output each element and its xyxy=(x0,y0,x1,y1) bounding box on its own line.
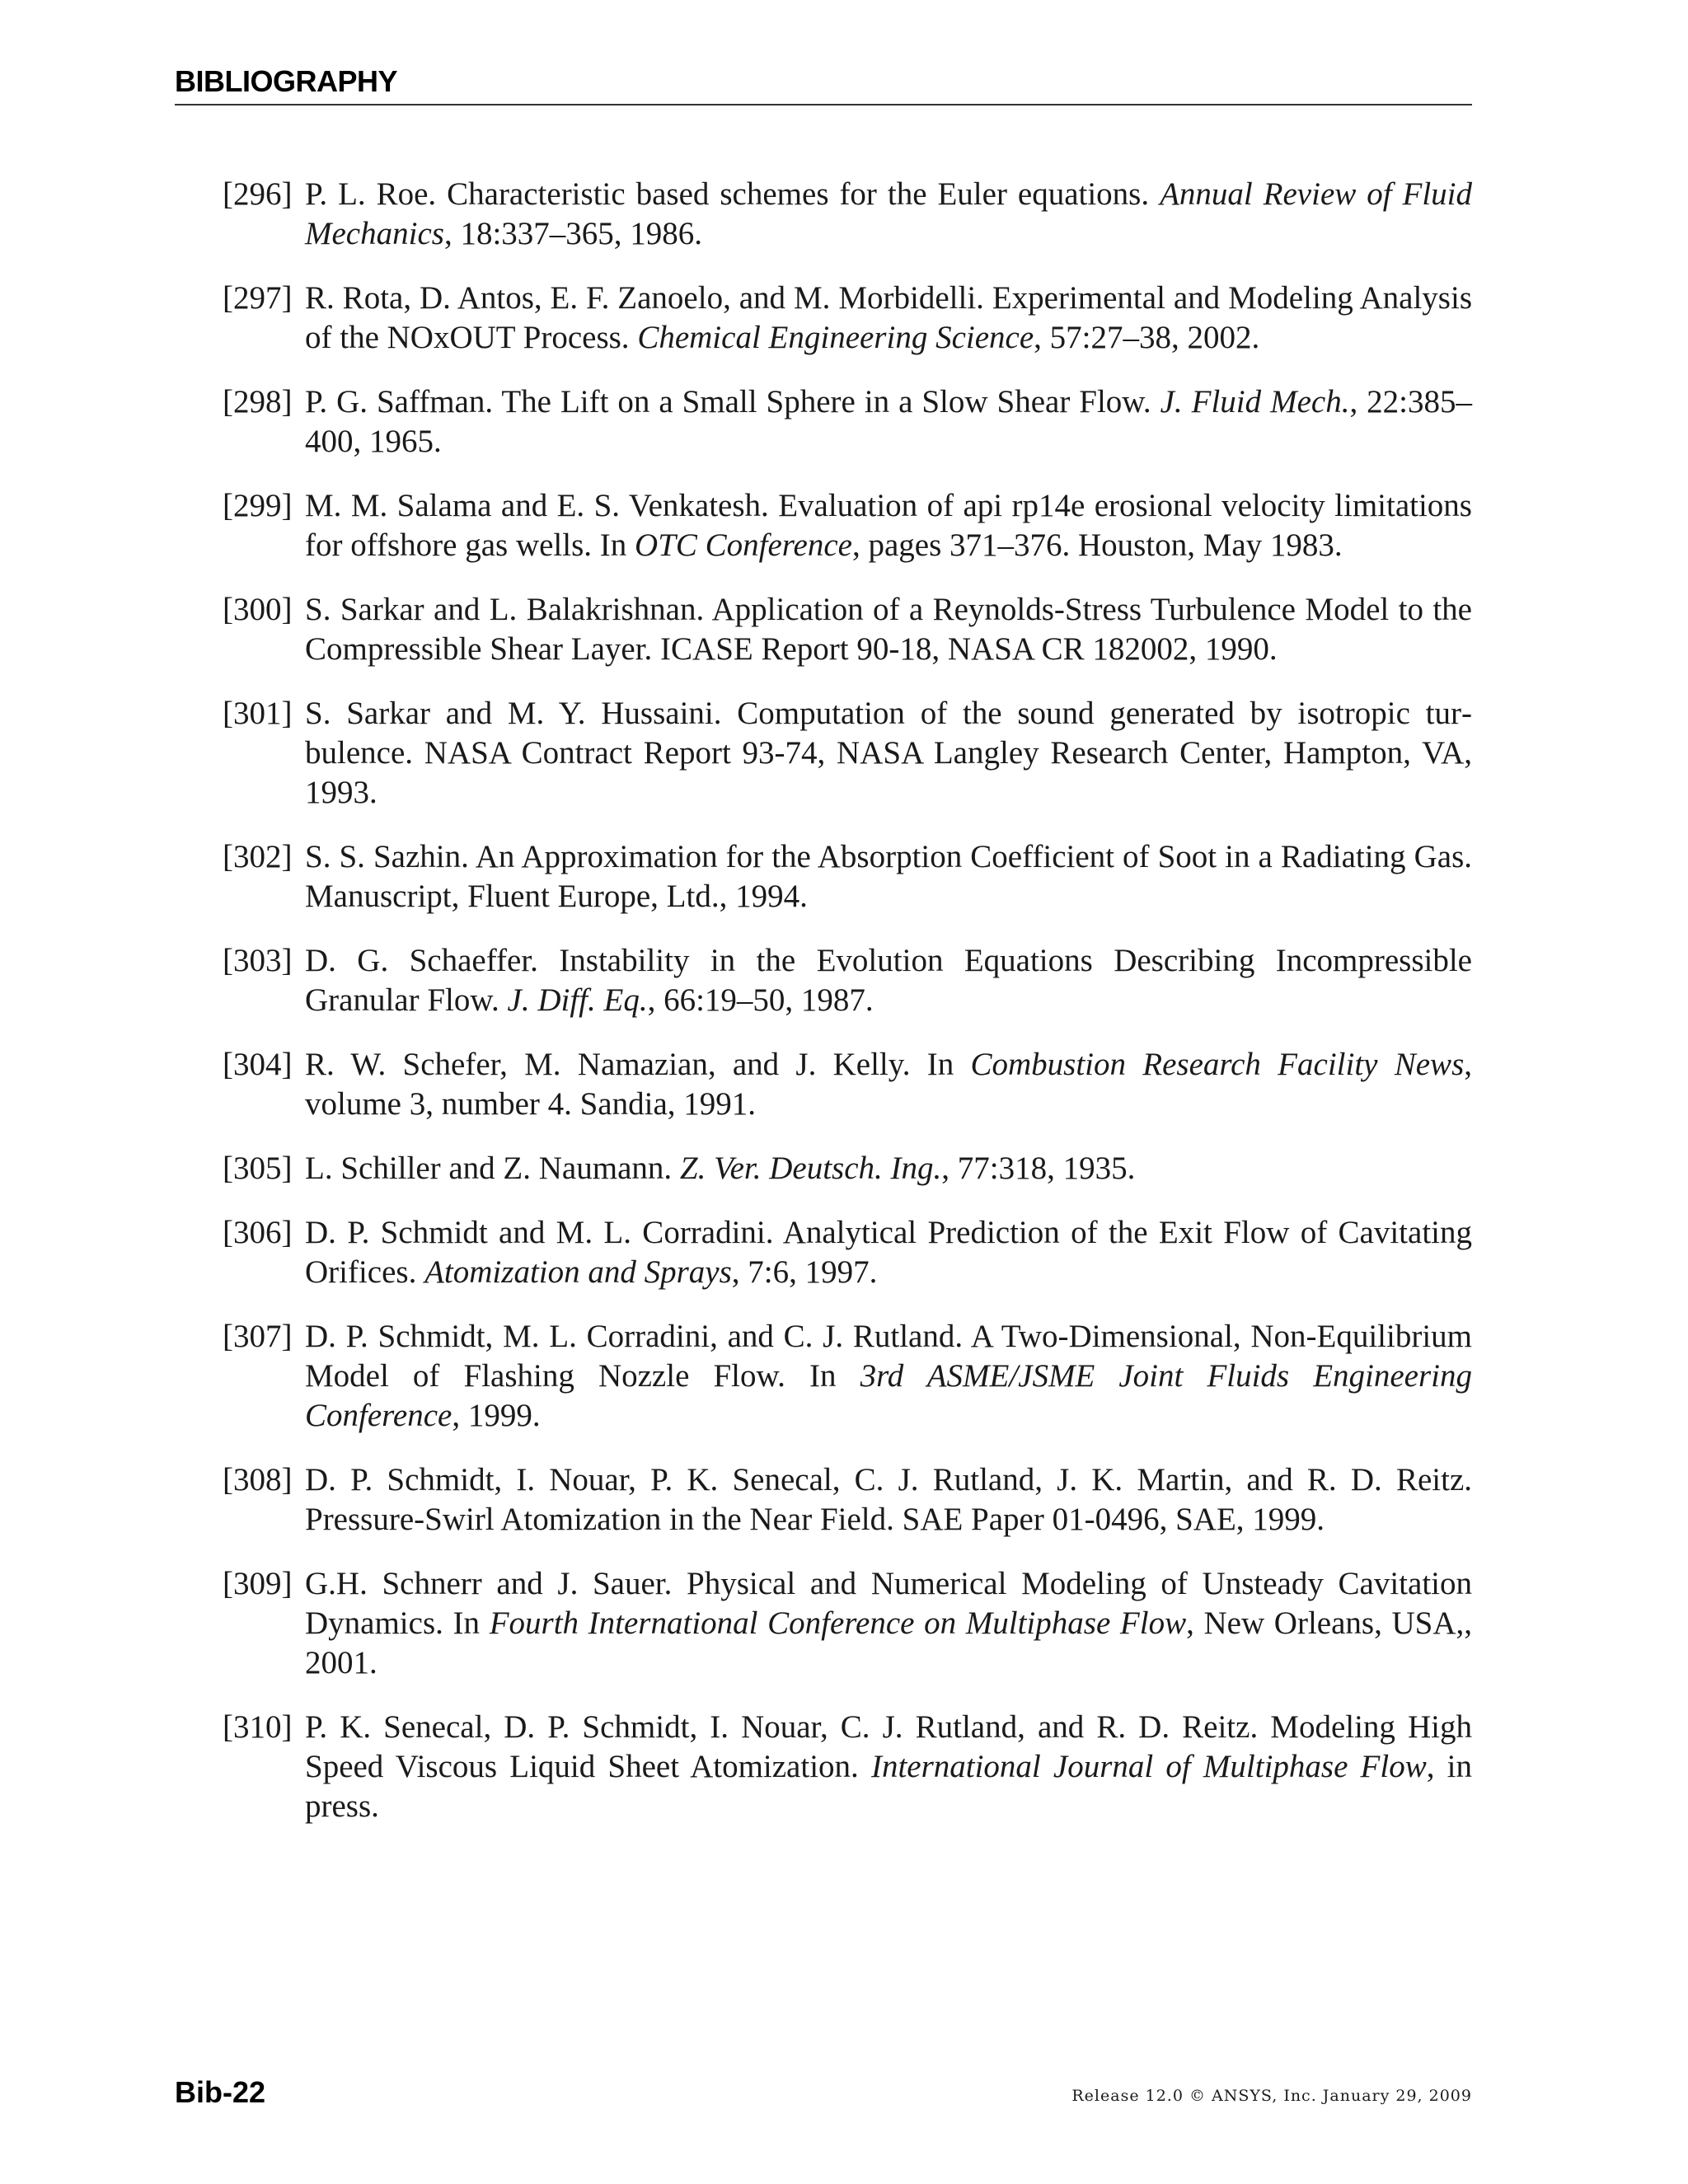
bib-entry-segment: , 57:27–38, 2002. xyxy=(1034,320,1260,355)
bib-entry-label: [302] xyxy=(223,839,293,874)
bib-entry-text xyxy=(305,839,1472,914)
bib-entry-segment: , 77:318, 1935. xyxy=(941,1151,1136,1186)
bib-entry xyxy=(223,1708,1472,1826)
bib-entry xyxy=(223,1045,1472,1124)
bib-entry-label: [296] xyxy=(223,176,293,212)
bib-entry-label: [306] xyxy=(223,1215,293,1250)
bib-entry xyxy=(223,175,1472,254)
bib-entry-source: Annual Review of Fluid Mechanics xyxy=(305,176,1473,251)
bib-entry xyxy=(223,1317,1472,1436)
bib-entry-label: [309] xyxy=(223,1566,293,1601)
bib-entry-label: [300] xyxy=(223,592,293,627)
bib-entry-source: Combustion Research Facility News xyxy=(970,1047,1465,1082)
bib-entry-source: Atomization and Sprays xyxy=(424,1254,732,1290)
bib-entry-segment: P. K. Senecal, D. P. Schmidt, I. Nouar, C. J. Rutland, and R. D. Reitz. Modeling High Speed Viscous Liquid Sheet Atomization. xyxy=(305,1709,1472,1784)
bib-entry-label: [304] xyxy=(223,1047,293,1082)
bib-entry-text xyxy=(305,1047,1472,1122)
bib-entry-text xyxy=(305,280,1472,355)
bib-entry-text xyxy=(305,1215,1472,1290)
bib-entry-segment: G.H. Schnerr and J. Sauer. Physical and Numerical Modeling of Unsteady Cavitation Dynamics. In xyxy=(305,1566,1472,1641)
bib-entry xyxy=(223,837,1472,916)
bib-entry-segment: , pages 371–376. Houston, May 1983. xyxy=(851,527,1343,563)
bib-entry-segment: S. S. Sazhin. An Approximation for the Absorption Coefficient of Soot in a Radiating Gas. Manuscript, Fluent Europe, Ltd., 1994. xyxy=(305,839,1472,914)
bib-entry-segment: M. M. Salama and E. S. Venkatesh. Evaluation of api rp14e erosional velocity limitations for offshore gas wells. In xyxy=(305,488,1472,563)
bib-entry-source: Fourth International Conference on Multiphase Flow xyxy=(489,1605,1187,1641)
bib-entry-segment: , in press. xyxy=(305,1749,1472,1824)
bib-entry-segment: , 1999. xyxy=(452,1398,541,1433)
bib-entry-text xyxy=(305,592,1472,667)
bib-entry-label: [297] xyxy=(223,280,293,316)
bib-entry-source: J. Diff. Eq. xyxy=(507,982,648,1018)
bib-entry-label: [301] xyxy=(223,696,293,731)
bib-entry-label: [305] xyxy=(223,1151,293,1186)
bib-entry-segment: , volume 3, number 4. Sandia, 1991. xyxy=(305,1047,1472,1122)
bib-entry-text xyxy=(305,1151,1135,1186)
release-info: Release 12.0 © ANSYS, Inc. January 29, 2009 xyxy=(1071,2087,1472,2105)
page-title: BIBLIOGRAPHY xyxy=(175,64,398,98)
bib-entry xyxy=(223,1564,1472,1683)
bib-entry xyxy=(223,1213,1472,1292)
bib-entry-source: International Journal of Multiphase Flow xyxy=(870,1749,1427,1784)
bib-entry xyxy=(223,590,1472,669)
bib-entry-text xyxy=(305,176,1472,251)
bib-entry-segment: S. Sarkar and M. Y. Hussaini. Computation of the sound generated by isotropic turbulence. NASA Contract Report 93-74, NASA Langley Research Center, Hampton, VA, 1993. xyxy=(305,696,1472,810)
page-number: Bib-22 xyxy=(175,2075,266,2109)
bib-entry xyxy=(223,382,1472,462)
bib-entry-segment: D. P. Schmidt, I. Nouar, P. K. Senecal, C. J. Rutland, J. K. Martin, and R. D. Reitz. Pressure-Swirl Atomization in the Near Field. SAE Paper 01-0496, SAE, 1999. xyxy=(305,1462,1472,1537)
bib-entry-text xyxy=(305,943,1472,1018)
bib-entry-segment: D. G. Schaeffer. Instability in the Evolution Equations Describing Incompressible Granular Flow. xyxy=(305,943,1472,1018)
bib-entry-segment: , 7:6, 1997. xyxy=(731,1254,878,1290)
bib-entry-source: OTC Conference xyxy=(635,527,852,563)
bib-entry-segment: , 18:337–365, 1986. xyxy=(443,216,703,251)
bib-entry-segment: R. Rota, D. Antos, E. F. Zanoelo, and M. Morbidelli. Experimental and Modeling Analysis of the NOxOUT Process. xyxy=(305,280,1472,355)
bib-entry-source: Chemical Engineering Science xyxy=(637,320,1034,355)
page-header xyxy=(175,63,1472,105)
bib-entry-segment: , New Orleans, USA,, 2001. xyxy=(305,1605,1473,1680)
bib-entry-segment: D. P. Schmidt, M. L. Corradini, and C. J. Rutland. A Two-Dimensional, Non-Equilibrium Model of Flashing Nozzle Flow. In xyxy=(305,1319,1472,1394)
bib-entry-text xyxy=(305,696,1472,810)
bib-entry-text xyxy=(305,1462,1472,1537)
bib-entry-source: 3rd ASME/JSME Joint Fluids Engineering Conference xyxy=(305,1358,1473,1433)
bib-entry-label: [310] xyxy=(223,1709,293,1745)
bib-entry-text xyxy=(305,384,1472,459)
bib-entry-segment: L. Schiller and Z. Naumann. xyxy=(305,1151,680,1186)
bib-entry-segment: , 22:385–400, 1965. xyxy=(305,384,1472,459)
bib-entry-label: [308] xyxy=(223,1462,293,1497)
bib-entry-source: Z. Ver. Deutsch. Ing. xyxy=(679,1151,942,1186)
bib-entry-segment: S. Sarkar and L. Balakrishnan. Application of a Reynolds-Stress Turbulence Model to the Compressible Shear Layer. ICASE Report 90-18, NASA CR 182002, 1990. xyxy=(305,592,1472,667)
bib-entry xyxy=(223,941,1472,1020)
bib-entry-segment: D. P. Schmidt and M. L. Corradini. Analytical Prediction of the Exit Flow of Cavitating Orifices. xyxy=(305,1215,1472,1290)
bib-entry xyxy=(223,486,1472,565)
bib-entry-segment: , 66:19–50, 1987. xyxy=(647,982,874,1018)
bib-entry xyxy=(223,694,1472,813)
bib-entry-text xyxy=(305,1709,1472,1824)
bib-entry-label: [303] xyxy=(223,943,293,978)
bib-entry xyxy=(223,279,1472,358)
bib-entry xyxy=(223,1460,1472,1540)
bib-entry-source: J. Fluid Mech. xyxy=(1160,384,1350,419)
bib-entry-text xyxy=(305,1319,1472,1433)
bib-entry-text xyxy=(305,488,1472,563)
bib-entry-segment: P. L. Roe. Characteristic based schemes for the Euler equations. xyxy=(305,176,1160,212)
bib-entry-label: [299] xyxy=(223,488,293,523)
bib-entry xyxy=(223,1149,1472,1188)
bib-entry-segment: P. G. Saffman. The Lift on a Small Sphere in a Slow Shear Flow. xyxy=(305,384,1160,419)
bib-entry-segment: R. W. Schefer, M. Namazian, and J. Kelly. In xyxy=(305,1047,971,1082)
bib-entry-label: [307] xyxy=(223,1319,293,1354)
bib-entry-label: [298] xyxy=(223,384,293,419)
bibliography-list xyxy=(223,175,1472,1851)
bib-entry-text xyxy=(305,1566,1472,1680)
